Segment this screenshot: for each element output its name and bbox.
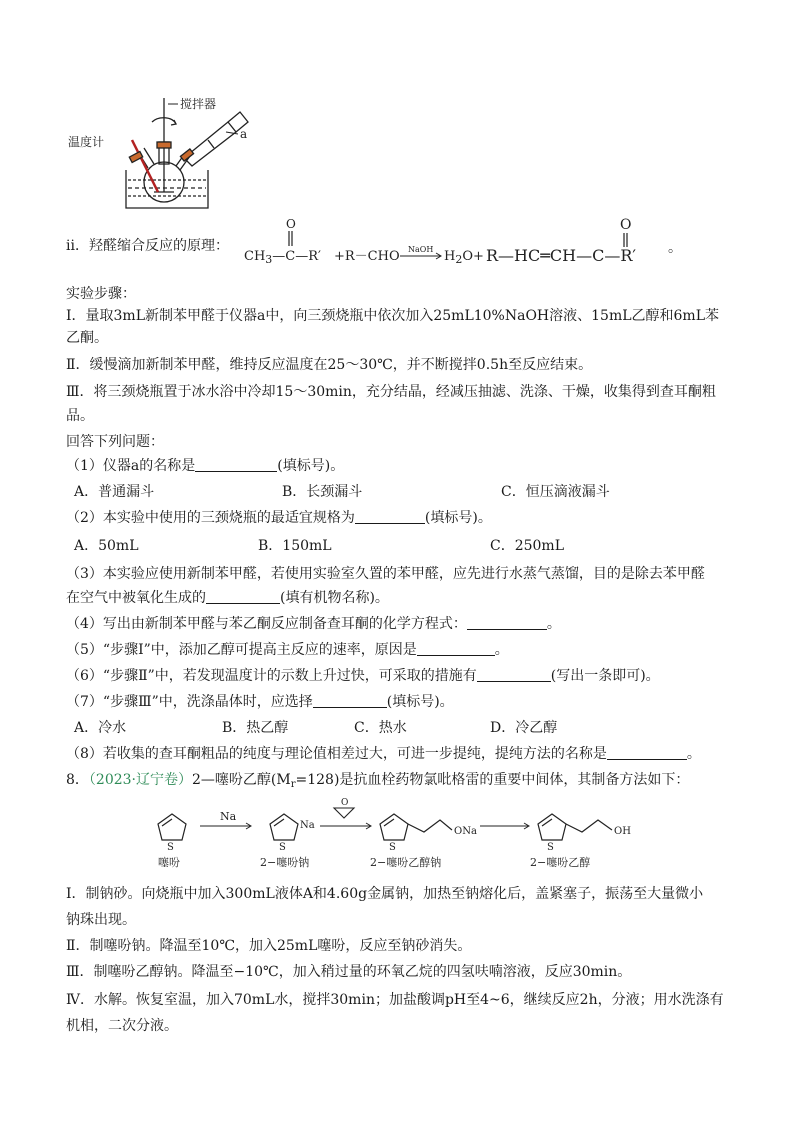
sulfur-3: S: [389, 842, 396, 853]
procedure-4-line-2: 机相，二次分液。: [66, 1018, 178, 1034]
step-1-line-1: Ⅰ．量取3mL新制苯甲醛于仪器a中，向三颈烧瓶中依次加入25mL10%NaOH溶液、15mL乙醇和6mL苯: [66, 308, 720, 324]
stirrer-label: 搅拌器: [180, 97, 217, 111]
answer-blank-6[interactable]: [477, 667, 551, 682]
thiophene-ring-3: [380, 814, 452, 840]
q1-option-c[interactable]: C．恒压滴液漏斗: [501, 484, 610, 500]
reactant-aldehyde: +R－CHO: [334, 249, 400, 264]
problem-8-header: 8．（2023·辽宁卷）2—噻吩乙醇$(M_r=128)$是抗血栓药物氯吡格雷的重要中间体，其制备方法如下：: [66, 772, 690, 790]
carbonyl-oxygen-2: O: [620, 217, 632, 233]
procedure-2: Ⅱ．制噻吩钠。降温至10℃，加入25mL噻吩，反应至钠砂消失。: [66, 938, 472, 954]
epoxide-icon: [334, 808, 354, 818]
q7-option-b[interactable]: B．热乙醇: [222, 720, 289, 736]
answer-blank-1[interactable]: [195, 457, 277, 472]
answer-blank-4[interactable]: [467, 615, 547, 630]
label-thiophene-ethanol: 2−噻吩乙醇: [530, 856, 591, 869]
answer-blank-7[interactable]: [313, 693, 387, 708]
procedure-4-line-1: Ⅳ．水解。恢复室温，加入70mL水，搅拌30min；加盐酸调pH至4~6，继续反应2h，分液；用水洗涤有: [66, 992, 724, 1008]
step-3-line-1: Ⅲ．将三颈烧瓶置于冰水浴中冷却15～30min，充分结晶，经减压抽滤、洗涤、干燥，收集得到查耳酮粗: [66, 384, 716, 400]
answer-blank-8[interactable]: [607, 745, 687, 760]
label-thiophene: 噻吩: [158, 856, 180, 869]
thiophene-ring-4: [538, 814, 612, 840]
procedure-1-line-2: 钠珠出现。: [66, 912, 136, 928]
question-6: （6）“步骤Ⅱ”中，若发现温度计的示数上升过快，可采取的措施有 (写出一条即可)。: [66, 668, 660, 684]
q7-option-c[interactable]: C．热水: [354, 720, 407, 736]
oh-group: OH: [614, 826, 631, 837]
apparatus-diagram: [68, 92, 258, 212]
stirrer-icon: [152, 98, 176, 192]
question-3-line-2: 在空气中被氧化生成的 (填有机物名称)。: [66, 590, 389, 606]
thiophene-ring-2: [270, 814, 298, 840]
principle-equation: [240, 214, 680, 268]
question-4: （4）写出由新制苯甲醛与苯乙酮反应制备查耳酮的化学方程式： 。: [66, 616, 561, 632]
epoxide-oxygen: O: [341, 798, 349, 808]
ona-group: ONa: [454, 826, 477, 837]
q7-option-d[interactable]: D．冷乙醇: [490, 720, 558, 736]
dropping-funnel-icon: [180, 112, 248, 166]
step-2: Ⅱ．缓慢滴加新制苯甲醛，维持反应温度在25～30℃，并不断搅拌0.5h至反应结束。: [66, 357, 593, 373]
step-1-line-2: 乙酮。: [66, 330, 108, 346]
q1-option-a[interactable]: A．普通漏斗: [74, 484, 155, 500]
question-3-line-1: （3）本实验应使用新制苯甲醛，若使用实验室久置的苯甲醛，应先进行水蒸气蒸馏，目的是除去苯甲醛: [66, 566, 705, 582]
question-5: （5）“步骤Ⅰ”中，添加乙醇可提高主反应的速率，原因是 。: [66, 642, 509, 658]
step-3-line-2: 品。: [66, 408, 94, 424]
water-product: $H_2O+$: [444, 249, 484, 266]
steps-title: 实验步骤：: [66, 286, 136, 302]
q1-option-b[interactable]: B．长颈漏斗: [282, 484, 363, 500]
reagent-na: Na: [220, 810, 237, 823]
q7-option-a[interactable]: A．冷水: [74, 720, 127, 736]
q2-option-c[interactable]: C．250mL: [490, 538, 565, 554]
q2-option-b[interactable]: B．150mL: [258, 538, 332, 554]
question-1: （1）仪器a的名称是 (填标号)。: [66, 458, 345, 474]
q2-option-a[interactable]: A．50mL: [74, 538, 139, 554]
product-chalcone: R—HC═CH—C—R′: [486, 246, 636, 265]
questions-intro: 回答下列问题：: [66, 434, 164, 450]
principle-period: 。: [668, 240, 682, 256]
sulfur-1: S: [167, 842, 174, 853]
procedure-3: Ⅲ．制噻吩乙醇钠。降温至−10℃，加入稍过量的环氧乙烷的四氢呋喃溶液，反应30min。: [66, 964, 632, 980]
synthesis-scheme: [150, 796, 680, 878]
answer-blank-2[interactable]: [355, 509, 425, 524]
thermometer-label: 温度计: [68, 135, 105, 149]
reaction-condition: NaOH: [408, 245, 434, 254]
question-2: （2）本实验中使用的三颈烧瓶的最适宜规格为 (填标号)。: [66, 510, 492, 526]
sulfur-4: S: [547, 842, 554, 853]
thiophene-ring-1: [158, 814, 186, 840]
answer-blank-5[interactable]: [417, 641, 495, 656]
carbonyl-oxygen-1: O: [286, 217, 296, 231]
question-7: （7）“步骤Ⅲ”中，洗涤晶体时，应选择 (填标号)。: [66, 694, 454, 710]
procedure-1-line-1: Ⅰ．制钠砂。向烧瓶中加入300mL液体A和4.60g金属钠，加热至钠熔化后，盖紧塞子，振荡至大量微小: [66, 886, 704, 902]
reactant-ketone: $CH_3—C—R'$: [244, 249, 321, 266]
question-8: （8）若收集的查耳酮粗品的纯度与理论值相差过大，可进一步提纯，提纯方法的名称是 。: [66, 746, 701, 762]
problem-source: （2023·辽宁卷）: [88, 772, 193, 788]
label-thiophene-ethoxide: 2−噻吩乙醇钠: [370, 856, 442, 869]
sulfur-2: S: [279, 842, 286, 853]
funnel-label-a: a: [240, 127, 248, 141]
answer-blank-3[interactable]: [206, 589, 280, 604]
label-thiophene-sodium: 2−噻吩钠: [260, 856, 310, 869]
na-substituent: Na: [300, 820, 315, 831]
principle-prefix: ii．羟醛缩合反应的原理：: [66, 238, 229, 254]
